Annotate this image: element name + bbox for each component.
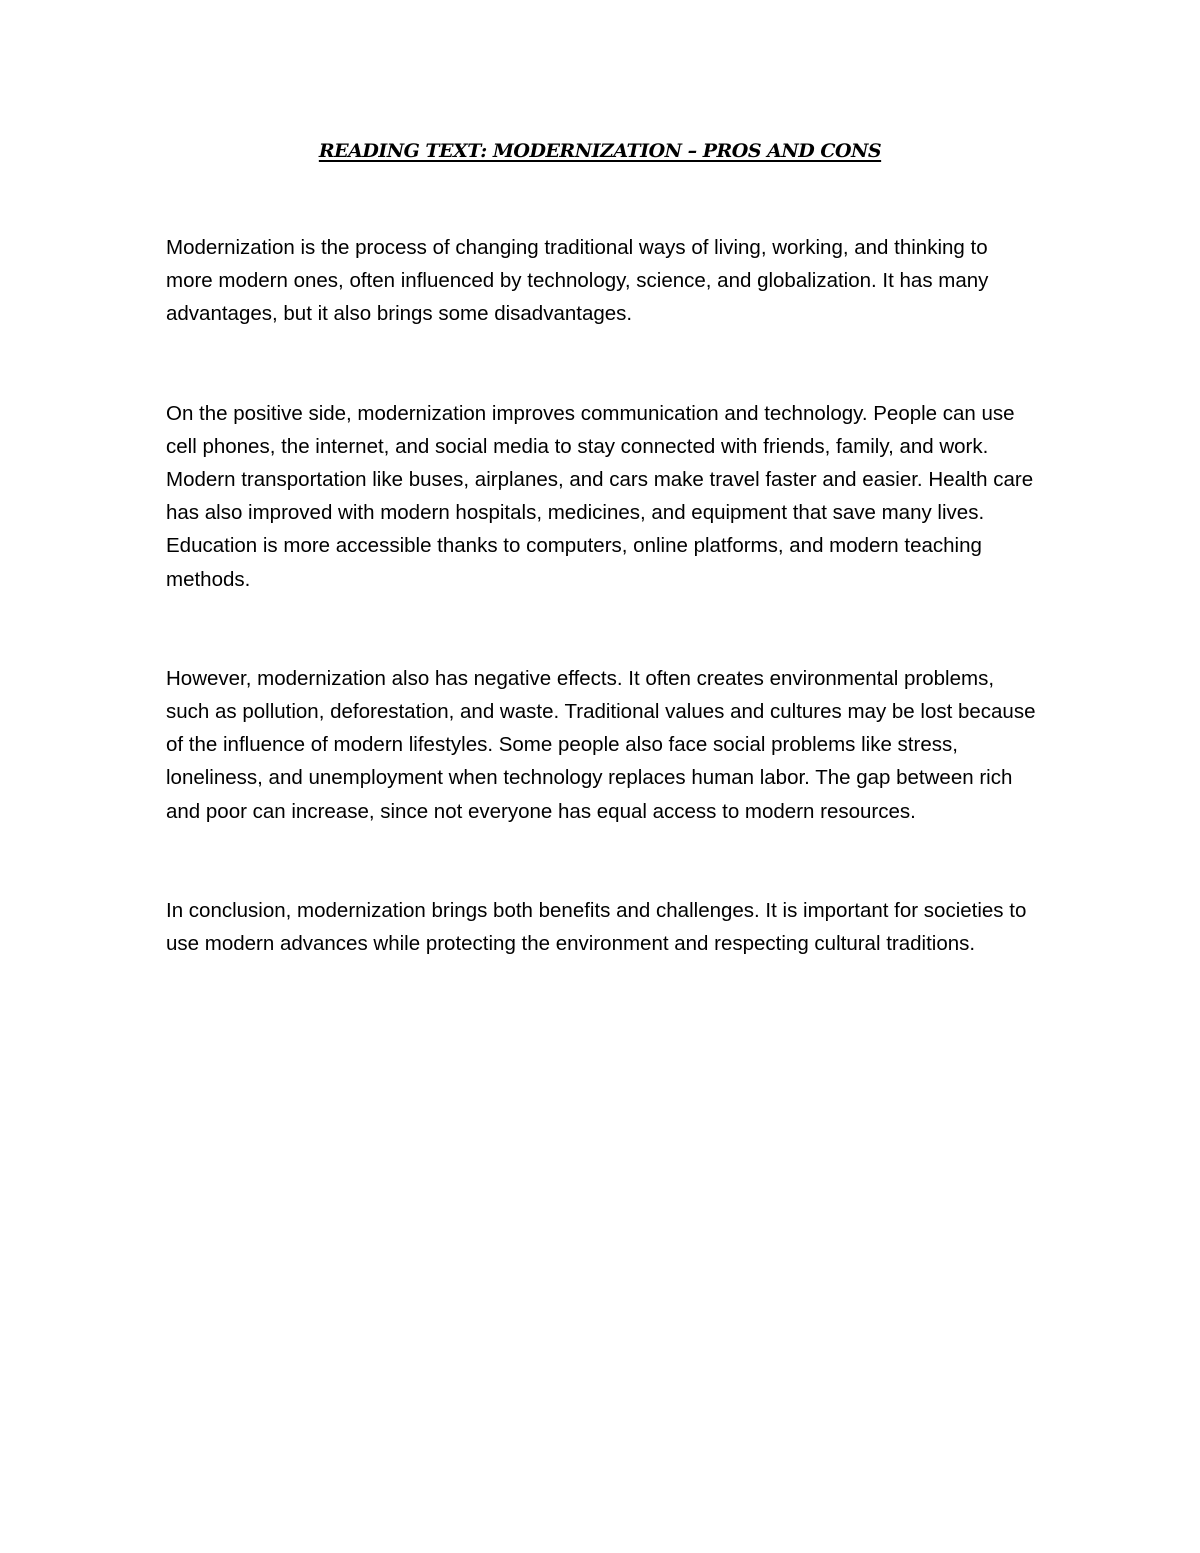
document-body xyxy=(166,231,1036,1026)
paragraph-introduction: Modernization is the process of changing traditional ways of living, working, and thinking to more modern ones, often influenced by technology, science, and globalization. It has many advantages, but it also brings some disadvantages. xyxy=(166,236,989,326)
paragraph-advantages: On the positive side, modernization improves communication and technology. People can use cell phones, the internet, and social media to stay connected with friends, family, and work. Modern transportation like buses, airplanes, and cars make travel faster and easier. Health care has also improved with modern hospitals, medicines, and equipment that save many lives. Education is more accessible thanks to computers, online platforms, and modern teaching methods. xyxy=(166,401,1034,591)
paragraph-disadvantages: However, modernization also has negative effects. It often creates environmental problems, such as pollution, deforestation, and waste. Traditional values and cultures may be lost because of the influence of modern lifestyles. Some people also face social problems like stress, loneliness, and unemployment when technology replaces human labor. The gap between rich and poor can increase, since not everyone has equal access to modern resources. xyxy=(166,666,1036,823)
document-title: READING TEXT: MODERNIZATION – PROS AND CONS xyxy=(318,140,882,162)
paragraph-conclusion: In conclusion, modernization brings both benefits and challenges. It is important for societies to use modern advances while protecting the environment and respecting cultural traditions. xyxy=(166,898,1027,956)
